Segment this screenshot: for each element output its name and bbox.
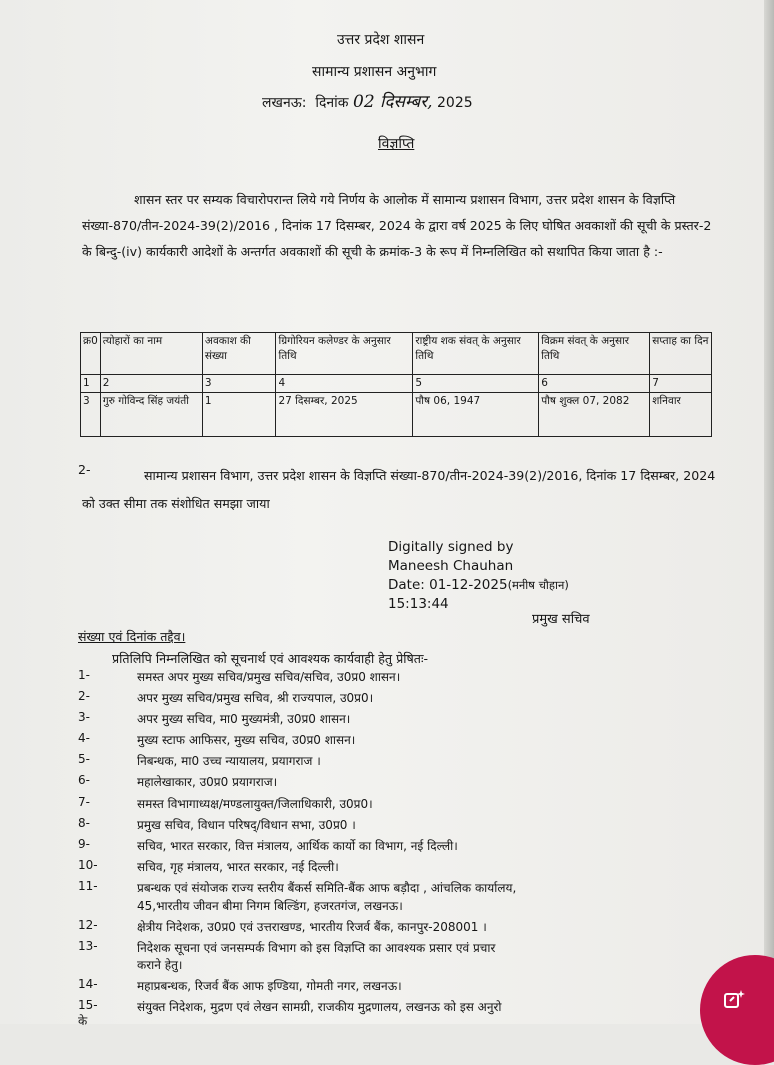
list-item: सचिव, गृह मंत्रालय, भारत सरकार, नई दिल्ली। <box>137 860 339 874</box>
table-cell: 4 <box>276 375 413 393</box>
header-date-line <box>262 89 473 112</box>
signature-line-1: Digitally signed by <box>388 539 514 555</box>
list-item: क्षेत्रीय निदेशक, उ0प्र0 एवं उत्तराखण्ड, भारतीय रिजर्व बैंक, कानपुर-208001 । <box>137 920 487 934</box>
table-header-cell: सप्ताह का दिन <box>650 333 712 375</box>
table-cell: 1 <box>81 375 101 393</box>
list-item-number: 13- <box>78 939 98 953</box>
table-cell: पौष 06, 1947 <box>413 393 539 437</box>
list-item: निदेशक सूचना एवं जनसम्पर्क विभाग को इस विज्ञप्ति का आवश्यक प्रसार एवं प्रचार <box>137 941 496 955</box>
table-header-cell: अवकाश की संख्या <box>202 333 276 375</box>
signatory-designation: प्रमुख सचिव <box>532 612 590 627</box>
header-date-handwritten: 02 दिसम्बर, <box>353 92 433 112</box>
list-item-continued: 45,भारतीय जीवन बीमा निगम बिल्डिंग, हजरतगंज, लखनऊ। <box>137 899 403 913</box>
list-item-number: 12- <box>78 918 98 932</box>
paragraph-2-number: 2- <box>78 462 91 477</box>
table-row <box>81 393 712 437</box>
reference-line: संख्या एवं दिनांक तद्दैव। <box>78 629 186 644</box>
list-item-number: 15- <box>78 998 98 1012</box>
header-date-prefix: दिनांक <box>315 95 349 111</box>
copy-intro: प्रतिलिपि निम्नलिखित को सूचनार्थ एवं आवश्यक कार्यवाही हेतु प्रेषितः- <box>112 651 429 666</box>
signature-date: Date: 01-12-2025 <box>388 577 508 593</box>
list-item-number: 1- <box>78 668 90 682</box>
table-cell: 1 <box>202 393 276 437</box>
list-item-number: 8- <box>78 816 90 830</box>
list-item-number: 5- <box>78 752 90 766</box>
signature-name-hindi: (मनीष चौहान) <box>507 578 569 592</box>
list-item-number: 7- <box>78 795 90 809</box>
list-item: संयुक्त निदेशक, मुद्रण एवं लेखन सामग्री, राजकीय मुद्रणालय, लखनऊ को इस अनुरो <box>137 1000 502 1014</box>
list-item-number: 9- <box>78 837 90 851</box>
paragraph-2: सामान्य प्रशासन विभाग, उत्तर प्रदेश शासन के विज्ञप्ति संख्या-870/तीन-2024-39(2)/2016, दिनांक 17 दिसम्बर, 2024 को उक्त सीमा तक संशोधित समझा जाया <box>82 468 716 511</box>
list-item-number: 14- <box>78 977 98 991</box>
header-line-2: सामान्य प्रशासन अनुभाग <box>312 64 437 80</box>
table-cell: 7 <box>650 375 712 393</box>
list-item: महाप्रबन्धक, रिजर्व बैंक आफ इण्डिया, गोमती नगर, लखनऊ। <box>137 979 402 993</box>
list-item: निबन्धक, मा0 उच्च न्यायालय, प्रयागराज । <box>137 754 321 768</box>
list-item: महालेखाकार, उ0प्र0 प्रयागराज। <box>137 775 278 789</box>
list-item: समस्त विभागाध्यक्ष/मण्डलायुक्त/जिलाधिकारी, उ0प्र0। <box>137 797 373 811</box>
table-cell: 5 <box>413 375 539 393</box>
list-item-number: 4- <box>78 731 90 745</box>
paragraph-1 <box>82 187 718 265</box>
list-item-number: 11- <box>78 879 98 893</box>
list-item-continued: के <box>78 1014 88 1028</box>
table-header-cell: क्र0 <box>81 333 101 375</box>
table-header-cell: त्योहारों का नाम <box>100 333 202 375</box>
list-item-number: 3- <box>78 710 90 724</box>
table-cell: 3 <box>81 393 101 437</box>
list-item: प्रबन्धक एवं संयोजक राज्य स्तरीय बैंकर्स समिति-बैंक आफ बड़ौदा , आंचलिक कार्यालय, <box>137 881 517 895</box>
digital-signature <box>388 538 569 614</box>
table-cell: 27 दिसम्बर, 2025 <box>276 393 413 437</box>
table-index-row <box>81 375 712 393</box>
list-item: अपर मुख्य सचिव, मा0 मुख्यमंत्री, उ0प्र0 शासन। <box>137 712 351 726</box>
table-header-row <box>81 333 712 375</box>
list-item-number: 10- <box>78 858 98 872</box>
list-item-continued: कराने हेतु। <box>137 958 183 972</box>
list-item-number: 6- <box>78 773 90 787</box>
header-place: लखनऊ: <box>262 95 307 111</box>
edit-sparkle-icon[interactable] <box>722 988 746 1012</box>
list-item-number: 2- <box>78 689 90 703</box>
list-item: मुख्य स्टाफ आफिसर, मुख्य सचिव, उ0प्र0 शासन। <box>137 733 356 747</box>
table-cell: 3 <box>202 375 276 393</box>
table-cell: पौष शुक्ल 07, 2082 <box>539 393 650 437</box>
table-cell: 2 <box>100 375 202 393</box>
document-title: विज्ञप्ति <box>378 136 415 152</box>
table-cell: शनिवार <box>650 393 712 437</box>
table-header-cell: विक्रम संवत् के अनुसार तिथि <box>539 333 650 375</box>
header-year: 2025 <box>437 95 473 111</box>
paragraph-1-text: शासन स्तर पर सम्यक विचारोपरान्त लिये गये निर्णय के आलोक में सामान्य प्रशासन विभाग, उत्तर प्रदेश शासन के विज्ञप्ति संख्या-870/तीन-2024-39(2)/2016 , दिनांक 17 दिसम्बर, 2024 के द्वारा वर्ष 2025 के लिए घोषित अवकाशों की सूची के प्रस्तर-2 के बिन्दु-(iv) कार्यकारी आदेशों के अन्तर्गत अवकाशों की सूची के क्रमांक-3 के रूप में निम्नलिखित को सथापित किया जाता है :- <box>82 192 712 259</box>
table-header-cell: ग्रिगोरियन कलेण्डर के अनुसार तिथि <box>276 333 413 375</box>
signature-line-2: Maneesh Chauhan <box>388 558 514 574</box>
list-item: समस्त अपर मुख्य सचिव/प्रमुख सचिव/सचिव, उ0प्र0 शासन। <box>137 670 401 684</box>
table-header-cell: राष्ट्रीय शक संवत् के अनुसार तिथि <box>413 333 539 375</box>
table-cell: 6 <box>539 375 650 393</box>
signature-time: 15:13:44 <box>388 596 449 612</box>
holiday-table <box>80 332 712 437</box>
page-edge <box>764 0 774 1024</box>
list-item: अपर मुख्य सचिव/प्रमुख सचिव, श्री राज्यपाल, उ0प्र0। <box>137 691 374 705</box>
table-cell: गुरु गोविन्द सिंह जयंती <box>100 393 202 437</box>
header-line-1: उत्तर प्रदेश शासन <box>337 32 425 48</box>
list-item: सचिव, भारत सरकार, वित्त मंत्रालय, आर्थिक कार्यो का विभाग, नई दिल्ली। <box>137 839 458 853</box>
list-item: प्रमुख सचिव, विधान परिषद्/विधान सभा, उ0प्र0 । <box>137 818 356 832</box>
